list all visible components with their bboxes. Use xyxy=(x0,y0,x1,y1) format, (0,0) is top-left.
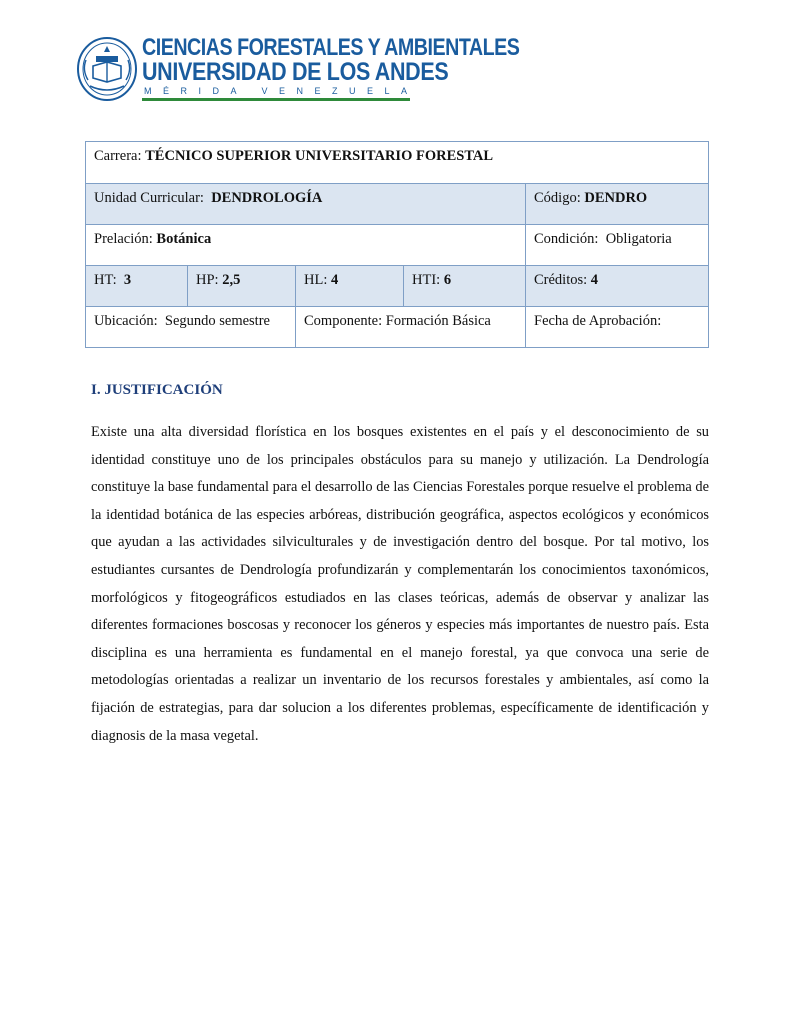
unidad-label: Unidad Curricular: xyxy=(94,190,204,206)
ht-value: 3 xyxy=(123,272,132,288)
unidad-value: DENDROLOGÍA xyxy=(211,190,323,206)
fecha-label: Fecha de Aprobación: xyxy=(534,313,662,329)
ht-label: HT: xyxy=(94,272,117,288)
hl-label: HL: xyxy=(304,272,328,288)
header-logo xyxy=(76,32,520,106)
university-seal-icon xyxy=(76,36,138,102)
carrera-value: TÉCNICO SUPERIOR UNIVERSITARIO FORESTAL xyxy=(145,148,494,164)
prelacion-value: Botánica xyxy=(156,231,212,247)
course-info-table xyxy=(85,141,709,348)
header-rule xyxy=(142,98,410,101)
carrera-cell xyxy=(86,142,709,184)
fecha-cell xyxy=(526,307,709,348)
carrera-label: Carrera: xyxy=(94,148,142,164)
ubicacion-value: Segundo semestre xyxy=(164,313,270,329)
hp-label: HP: xyxy=(196,272,219,288)
university-name: UNIVERSIDAD DE LOS ANDES xyxy=(142,58,449,86)
hp-value: 2,5 xyxy=(222,272,241,288)
section-title: I. JUSTIFICACIÓN xyxy=(91,382,223,398)
codigo-label: Código: xyxy=(534,190,581,206)
codigo-cell xyxy=(526,184,709,225)
componente-cell xyxy=(296,307,526,348)
creditos-cell xyxy=(526,266,709,307)
codigo-value: DENDRO xyxy=(584,190,648,206)
condicion-cell xyxy=(526,225,709,266)
creditos-value: 4 xyxy=(590,272,599,288)
ubicacion-cell xyxy=(86,307,296,348)
ubicacion-label: Ubicación: xyxy=(94,313,158,329)
hp-cell xyxy=(188,266,296,307)
creditos-label: Créditos: xyxy=(534,272,588,288)
hti-value: 6 xyxy=(443,272,452,288)
hl-value: 4 xyxy=(330,272,339,288)
prelacion-cell xyxy=(86,225,526,266)
prelacion-label: Prelación: xyxy=(94,231,153,247)
condicion-value: Obligatoria xyxy=(605,231,672,247)
faculty-name: CIENCIAS FORESTALES Y AMBIENTALES xyxy=(142,34,520,61)
componente-label: Componente: xyxy=(304,313,383,329)
hl-cell xyxy=(296,266,404,307)
justification-paragraph: Existe una alta diversidad florística en los bosques existentes en el país y el desconocimiento de su identidad constituye uno de los principales obstáculos para su manejo y utilización. La Dendrología constituye la base fundamental para el desarrollo de las Ciencias Forestales porque resuelve el problema de la identidad botánica de las especies arbóreas, distribución geográfica, aspectos ecológicos y económicos que ayudan a las actividades silviculturales y de investigación dentro del bosque. Por tal motivo, los estudiantes cursantes de Dendrología profundizarán y complementarán los conocimientos taxonómicos, morfológicos y fitogeográficos estudiados en las clases teóricas, además de observar y analizar las diferentes formaciones boscosas y reconocer los géneros y especies más importantes de nuestro país. Esta disciplina es una herramienta es fundamental en el manejo forestal, ya que convoca una serie de metodologías orientadas a realizar un inventario de los recursos forestales y ambientales, así como la fijación de estrategias, para dar solucion a los diferentes problemas, específicamente de identificación y diagnosis de la masa vegetal. xyxy=(91,424,709,744)
componente-value: Formación Básica xyxy=(385,313,491,329)
hti-cell xyxy=(404,266,526,307)
ht-cell xyxy=(86,266,188,307)
hti-label: HTI: xyxy=(412,272,441,288)
condicion-label: Condición: xyxy=(534,231,599,247)
unidad-cell xyxy=(86,184,526,225)
location-name: MÉRIDA VENEZUELA xyxy=(144,86,419,96)
